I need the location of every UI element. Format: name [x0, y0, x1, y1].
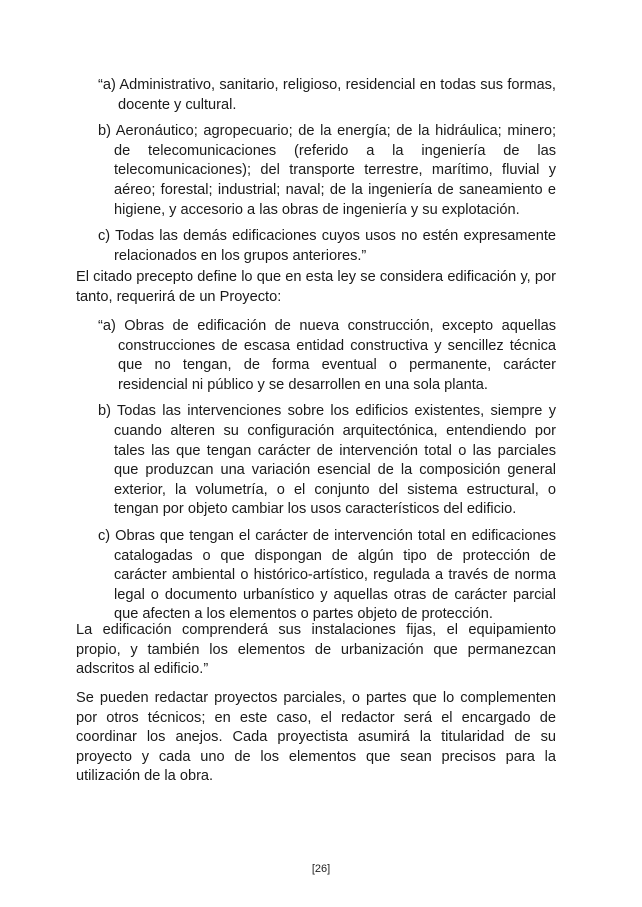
- quote-list-2-item-c: c) Obras que tengan el carácter de intervención total en edificaciones catalogadas o que dispongan de algún tipo de protección de carácter ambiental o histórico-artístico, regulada a través de norma legal o documento urbanístico y aquellas otras de carácter parcial que afecten a los elementos o partes objeto de protección.: [98, 527, 556, 623]
- page-number: [26]: [311, 863, 331, 875]
- quote-list-2-item-b: b) Todas las intervenciones sobre los edificios existentes, siempre y cuando alteren su configuración arquitectónica, entendiendo por tales las que tengan carácter de intervención total o las parciales que produzcan una variación esencial de la composición general exterior, la volumetría, o el conjunto del sistema estructural, o tengan por objeto cambiar los usos característicos del edificio.: [98, 403, 556, 518]
- quote-list-1: [98, 76, 556, 266]
- quote-list-1-item-b: b) Aeronáutico; agropecuario; de la energía; de la hidráulica; minero; de telecomunicaciones (referido a la ingeniería de las telecomunicaciones); del transporte terrestre, marítimo, fluvial y aéreo; forestal; industrial; naval; de la ingeniería de saneamiento e higiene, y accesorio a las obras de ingeniería y su explotación.: [98, 123, 556, 218]
- quote-list-1-item-a: “a) Administrativo, sanitario, religioso, residencial en todas sus formas, docente y cultural.: [98, 77, 556, 113]
- body-paragraph-2: La edificación comprenderá sus instalaciones fijas, el equipamiento propio, y también los elementos de urbanización que permanezcan adscritos al edificio.”: [76, 622, 556, 678]
- quote-list-2-item-a: “a) Obras de edificación de nueva construcción, excepto aquellas construcciones de escasa entidad constructiva y sencillez técnica que no tengan, de forma eventual o permanente, carácter residencial ni público y se desarrollen en una sola planta.: [98, 318, 556, 393]
- body-paragraph-3: Se pueden redactar proyectos parciales, o partes que lo complementen por otros técnicos; en este caso, el redactor será el encargado de coordinar los anejos. Cada proyectista asumirá la titularidad de su proyecto y cada uno de los elementos que sean precisos para la utilización de la obra.: [76, 690, 556, 785]
- quote-list-2: [98, 317, 556, 625]
- quote-list-1-item-c: c) Todas las demás edificaciones cuyos usos no estén expresamente relacionados en los grupos anteriores.”: [98, 228, 556, 264]
- body-paragraph-1: El citado precepto define lo que en esta ley se considera edificación y, por tanto, requerirá de un Proyecto:: [76, 269, 556, 305]
